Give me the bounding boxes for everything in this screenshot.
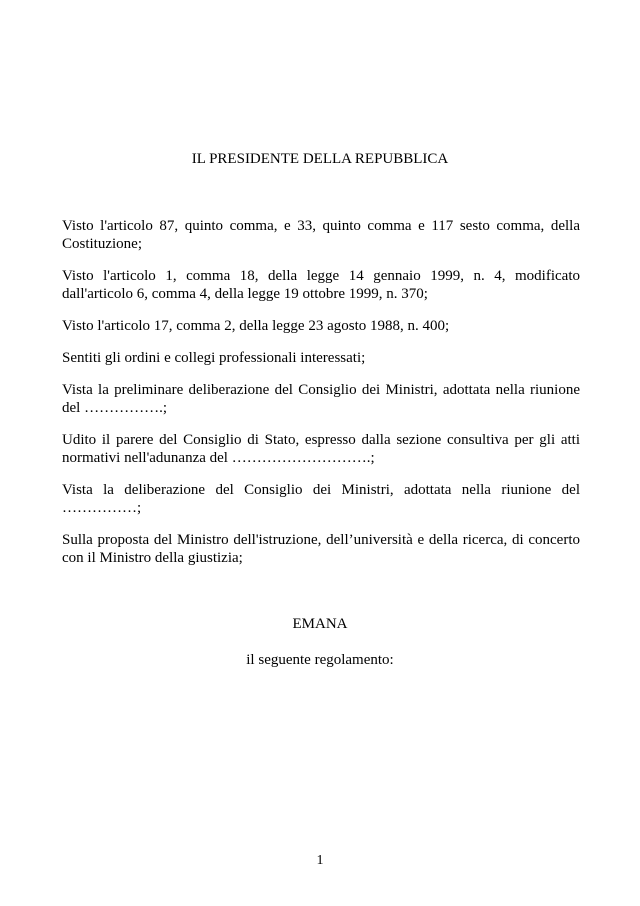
preamble-paragraph-7: Vista la deliberazione del Consiglio dei Ministri, adottata nella riunione del ……………;: [62, 482, 580, 516]
emana-heading: EMANA: [292, 616, 348, 632]
page-number: 1: [316, 853, 324, 868]
regulation-intro: il seguente regolamento:: [246, 652, 394, 668]
preamble-paragraph-4: Sentiti gli ordini e collegi professionali interessati;: [62, 350, 366, 366]
document-title: IL PRESIDENTE DELLA REPUBBLICA: [191, 151, 449, 167]
preamble-paragraph-2: Visto l'articolo 1, comma 18, della legge 14 gennaio 1999, n. 4, modificato dall'articolo 6, comma 4, della legge 19 ottobre 1999, n. 370;: [62, 268, 580, 302]
preamble-paragraph-5: Vista la preliminare deliberazione del Consiglio dei Ministri, adottata nella riunione del …………….;: [62, 382, 580, 416]
preamble-paragraph-3: Visto l'articolo 17, comma 2, della legge 23 agosto 1988, n. 400;: [62, 318, 450, 334]
preamble-paragraph-8: Sulla proposta del Ministro dell'istruzione, dell’università e della ricerca, di concerto con il Ministro della giustizia;: [62, 532, 580, 566]
preamble-paragraph-6: Udito il parere del Consiglio di Stato, espresso dalla sezione consultiva per gli atti normativi nell'adunanza del ……………………….;: [62, 432, 580, 466]
preamble: [62, 217, 580, 581]
preamble-paragraph-1: Visto l'articolo 87, quinto comma, e 33, quinto comma e 117 sesto comma, della Costituzione;: [62, 218, 580, 252]
